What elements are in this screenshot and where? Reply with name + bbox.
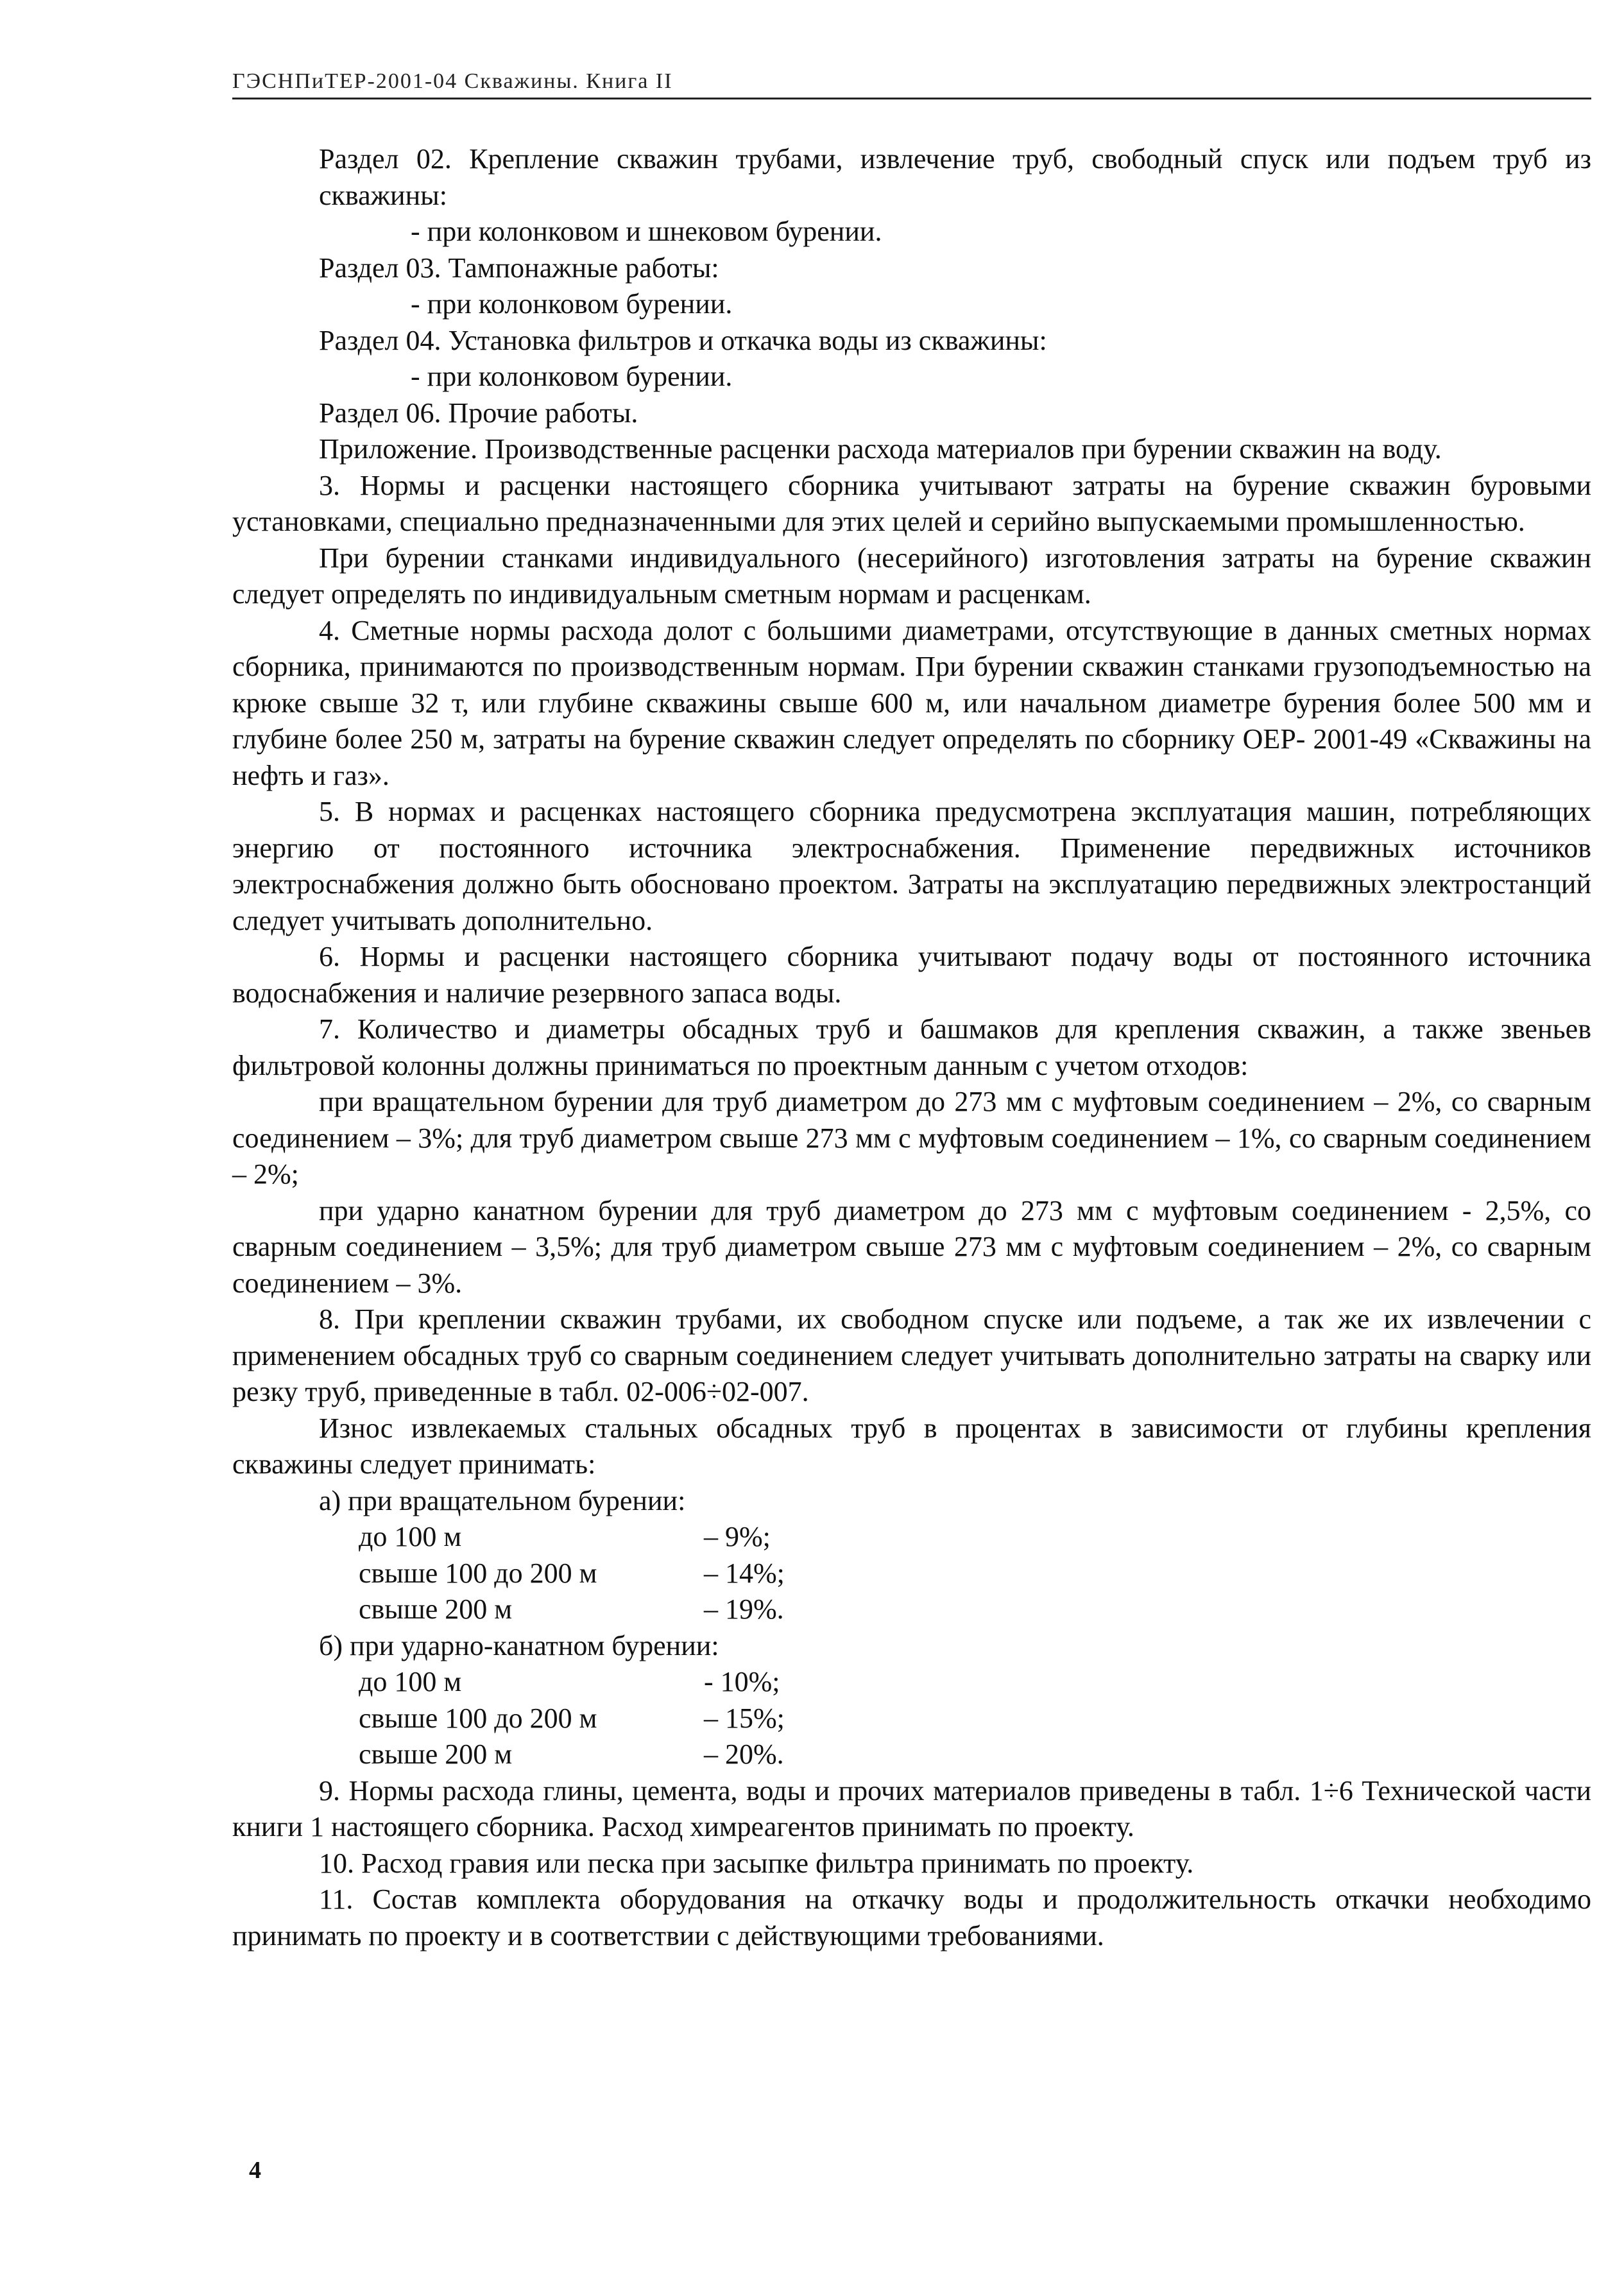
paragraph: 6. Нормы и расценки настоящего сборника учитывают подачу воды от постоянного источника водоснабжения и наличие резервного запаса воды.	[232, 941, 1591, 1009]
wear-rate-value: – 19%.	[704, 1593, 784, 1625]
wear-rate-depth: свыше 200 м	[359, 1593, 513, 1625]
wear-rate-value: – 9%;	[704, 1521, 771, 1552]
paragraph: Приложение. Производственные расценки расхода материалов при бурении скважин на воду.	[319, 433, 1442, 465]
paragraph: при ударно канатном бурении для труб диаметром до 273 мм с муфтовым соединением - 2,5%, со сварным соединением – 3,5%; для труб диаметром свыше 273 мм с муфтовым соединением – 2%, со сварным соединением – 3%.	[232, 1194, 1591, 1299]
list-item: Раздел 06. Прочие работы.	[319, 397, 638, 429]
list-item: б) при ударно-канатном бурении:	[319, 1629, 719, 1661]
wear-rate-value: - 10%;	[704, 1666, 780, 1697]
paragraph: 4. Сметные нормы расхода долот с большими диаметрами, отсутствующие в данных сметных нормах сборника, принимаются по производственным нормам. При бурении скважин станками грузоподъемностью на крюке свыше 32 т, или глубине скважины свыше 600 м, или начальном диаметре бурения более 500 мм и глубине более 250 м, затраты на бурение скважин следует определять по сборнику ОЕР- 2001-49 «Скважины на нефть и газ».	[232, 614, 1591, 791]
wear-rate-row	[232, 1591, 1591, 1628]
wear-rate-row	[232, 1556, 1591, 1592]
paragraph: 3. Нормы и расценки настоящего сборника учитывают затраты на бурение скважин буровыми установками, специально предназначенными для этих целей и серийно выпускаемыми промышленностью.	[232, 469, 1591, 537]
wear-rate-depth: свыше 100 до 200 м	[359, 1557, 597, 1589]
page-number: 4	[249, 2157, 261, 2184]
wear-rate-depth: до 100 м	[359, 1666, 462, 1697]
wear-rate-row	[232, 1737, 1591, 1773]
paragraph: При бурении станками индивидуального (несерийного) изготовления затраты на бурение скважин следует определять по индивидуальным сметным нормам и расценкам.	[232, 542, 1591, 610]
wear-rate-depth: до 100 м	[359, 1521, 462, 1552]
paragraph: 7. Количество и диаметры обсадных труб и башмаков для крепления скважин, а также звеньев фильтровой колонны должны приниматься по проектным данным с учетом отходов:	[232, 1013, 1591, 1081]
list-item: - при колонковом бурении.	[411, 288, 733, 320]
wear-rate-row	[232, 1701, 1591, 1737]
running-header: ГЭСНПиТЕР-2001-04 Скважины. Книга II	[232, 69, 673, 93]
paragraph: Износ извлекаемых стальных обсадных труб в процентах в зависимости от глубины крепления скважины следует принимать:	[232, 1412, 1591, 1480]
wear-rate-depth: свыше 100 до 200 м	[359, 1702, 597, 1734]
document-body	[232, 141, 1591, 1954]
wear-rate-row	[232, 1664, 1591, 1701]
list-item: - при колонковом и шнековом бурении.	[411, 216, 882, 247]
wear-rate-value: – 20%.	[704, 1738, 784, 1770]
paragraph: 8. При креплении скважин трубами, их свободном спуске или подъеме, а так же их извлечении с применением обсадных труб со сварным соединением следует учитывать дополнительно затраты на сварку или резку труб, приведенные в табл. 02-006÷02-007.	[232, 1303, 1591, 1407]
paragraph: при вращательном бурении для труб диаметром до 273 мм с муфтовым соединением – 2%, со сварным соединением – 3%; для труб диаметром свыше 273 мм с муфтовым соединением – 1%, со сварным соединением – 2%;	[232, 1086, 1591, 1190]
paragraph: 9. Нормы расхода глины, цемента, воды и прочих материалов приведены в табл. 1÷6 Технической части книги 1 настоящего сборника. Расход химреагентов принимать по проекту.	[232, 1774, 1591, 1842]
paragraph: 5. В нормах и расценках настоящего сборника предусмотрена эксплуатация машин, потребляющих энергию от постоянного источника электроснабжения. Применение передвижных источников электроснабжения должно быть обосновано проектом. Затраты на эксплуатацию передвижных электростанций следует учитывать дополнительно.	[232, 796, 1591, 936]
list-item: Раздел 03. Тампонажные работы:	[319, 252, 719, 284]
header-rule	[232, 98, 1591, 99]
list-item: - при колонковом бурении.	[411, 361, 733, 392]
list-item: Раздел 04. Установка фильтров и откачка воды из скважины:	[319, 324, 1047, 356]
list-item: Раздел 02. Крепление скважин трубами, извлечение труб, свободный спуск или подъем труб из скважины:	[319, 143, 1591, 211]
list-item: а) при вращательном бурении:	[319, 1484, 686, 1516]
wear-rate-depth: свыше 200 м	[359, 1738, 513, 1770]
paragraph: 11. Состав комплекта оборудования на откачку воды и продолжительность откачки необходимо принимать по проекту и в соответствии с действующими требованиями.	[232, 1883, 1591, 1951]
wear-rate-value: – 14%;	[704, 1557, 785, 1589]
paragraph: 10. Расход гравия или песка при засыпке фильтра принимать по проекту.	[319, 1847, 1194, 1879]
wear-rate-value: – 15%;	[704, 1702, 785, 1734]
wear-rate-row	[232, 1519, 1591, 1556]
